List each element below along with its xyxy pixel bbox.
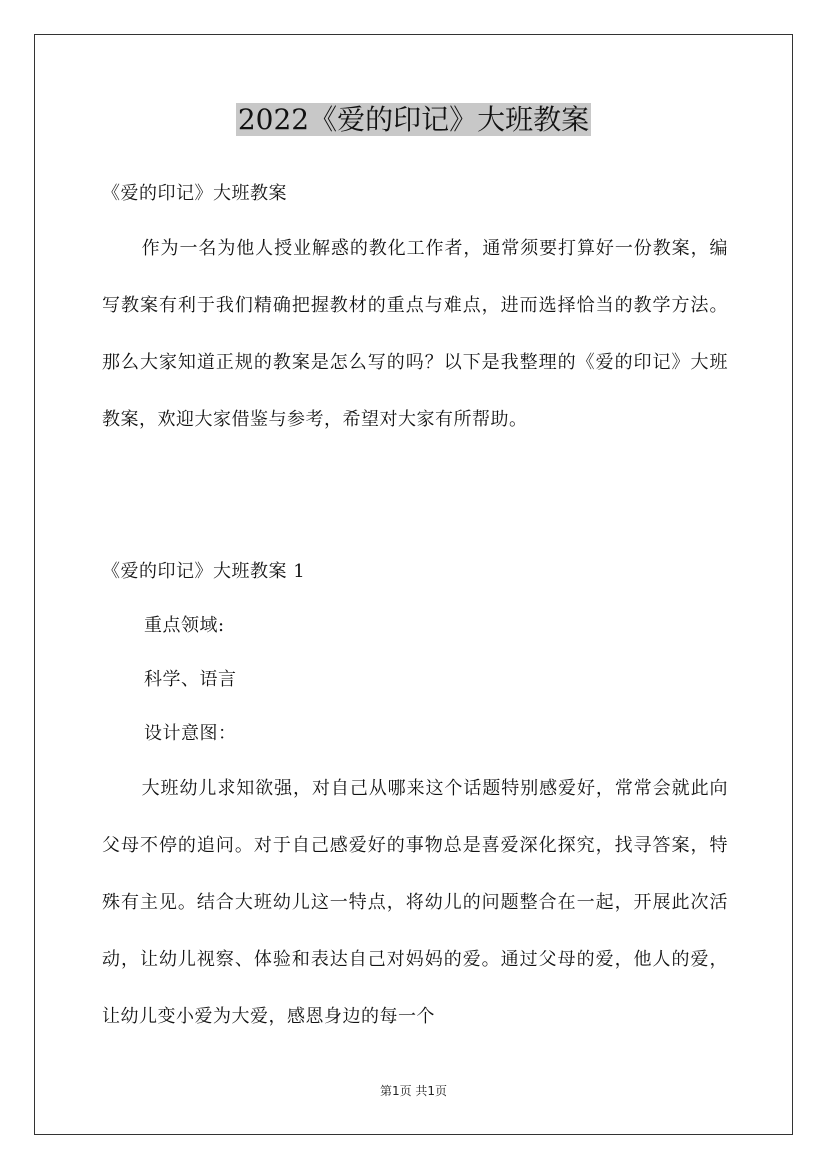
document-title — [0, 100, 827, 140]
document-subtitle: 《爱的印记》大班教案 — [102, 183, 287, 204]
design-intent-label: 设计意图： — [144, 723, 237, 744]
focus-area-label: 重点领域: — [144, 615, 225, 636]
document-title-text: 2022《爱的印记》大班教案 — [237, 103, 590, 136]
intro-paragraph: 作为一名为他人授业解惑的教化工作者，通常须要打算好一份教案，编写教案有利于我们精确把握教材的重点与难点，进而选择恰当的教学方法。那么大家知道正规的教案是怎么写的吗？以下是我整理的《爱的印记》大班教案，欢迎大家借鉴与参考，希望对大家有所帮助。 — [102, 238, 728, 430]
focus-area-value: 科学、语言 — [144, 669, 237, 690]
section-heading: 《爱的印记》大班教案 1 — [102, 561, 306, 582]
page-footer: 第1页 共1页 — [379, 1084, 448, 1098]
body-paragraph: 大班幼儿求知欲强，对自己从哪来这个话题特别感爱好，常常会就此向父母不停的追问。对于自己感爱好的事物总是喜爱深化探究，找寻答案，特殊有主见。结合大班幼儿这一特点，将幼儿的问题整合在一起，开展此次活动，让幼儿视察、体验和表达自己对妈妈的爱。通过父母的爱，他人的爱，让幼儿变小爱为大爱，感恩身边的每一个 — [102, 778, 728, 1027]
